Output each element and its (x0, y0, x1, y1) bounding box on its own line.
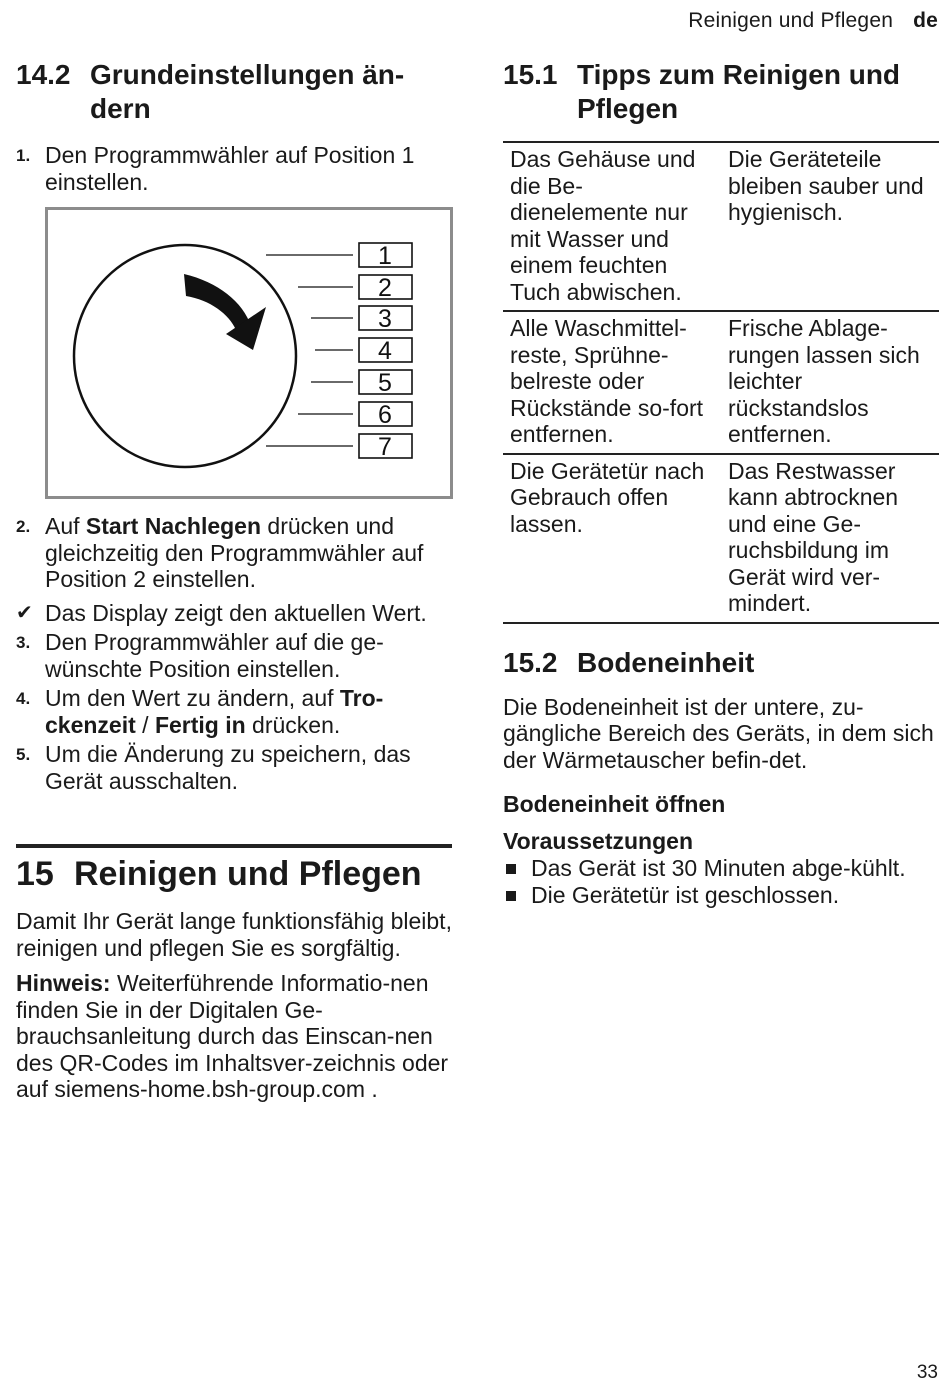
section-14-2-heading (16, 58, 452, 126)
right-column (503, 58, 939, 908)
step-text: Den Programmwähler auf Position 1 einstellen. (45, 142, 415, 195)
section-number: 15.1 (503, 59, 558, 90)
section-title-line2: Pflegen (577, 93, 679, 124)
bullet-square-icon (506, 864, 516, 874)
dial-position-7: 7 (378, 433, 392, 461)
step-marker: 4. (16, 689, 31, 708)
table-row (503, 142, 939, 311)
page-number: 33 (916, 1362, 938, 1383)
checkmark-icon: ✔ (16, 601, 33, 624)
note-text: Weiterführende Informatio-nen finden Sie in der Digitalen Ge-brauchsanleitung durch das Einscan-nen des QR-Codes im Inhaltsver-zeichnis oder auf siemens-home.bsh-group.com . (16, 970, 449, 1102)
section-15-intro: Damit Ihr Gerät lange funktionsfähig bleibt, reinigen und pflegen Sie es sorgfältig. (16, 908, 452, 961)
table-cell-benefit: Die Geräteteile bleiben sauber und hygienisch. (728, 146, 924, 225)
button-name-start-nachlegen: Start Nachlegen (85, 513, 262, 539)
table-cell-benefit: Frische Ablage-rungen lassen sich leichter rückstandslos entfernen. (728, 315, 920, 447)
step-text: Um die Änderung zu speichern, das Gerät ausschalten. (45, 741, 411, 794)
step-5 (16, 741, 452, 794)
step-marker: 1. (16, 146, 31, 165)
list-item: Die Gerätetür ist geschlossen. (503, 882, 939, 909)
prerequisites-list (503, 855, 939, 908)
step-result (16, 600, 452, 627)
section-15-1-heading (503, 58, 939, 126)
section-15-heading (16, 854, 452, 894)
step-3 (16, 629, 452, 682)
header-section: Reinigen und Pflegen (688, 9, 894, 32)
section-divider (16, 844, 452, 848)
step-text-post: drücken und gleichzeitig den Programmwähler auf Position 2 einstellen. (45, 513, 424, 592)
step-text-post: drücken. (245, 711, 341, 738)
table-cell-action: Alle Waschmittel-reste, Sprühne-belreste oder Rückstände so-fort entfernen. (510, 315, 704, 447)
section-title: Reinigen und Pflegen (74, 855, 422, 893)
list-item: Das Gerät ist 30 Minuten abge-kühlt. (503, 855, 939, 882)
note-label: Hinweis: (16, 970, 111, 996)
section-number: 14.2 (16, 59, 71, 90)
steps-list-a (16, 142, 452, 195)
bullet-square-icon (506, 891, 516, 901)
section-15-note (16, 970, 452, 1103)
header-language: de (913, 9, 938, 32)
dial-position-1: 1 (378, 242, 392, 270)
left-column (16, 58, 452, 1103)
table-row (503, 311, 939, 454)
table-row (503, 454, 939, 623)
step-1 (16, 142, 452, 195)
dial-position-2: 2 (378, 274, 392, 302)
table-cell-action: Das Gehäuse und die Be-dienelemente nur mit Wasser und einem feuchten Tuch abwischen. (510, 146, 696, 305)
step-text-pre: Auf (45, 513, 86, 539)
section-15-2-intro: Die Bodeneinheit ist der untere, zu-gängliche Bereich des Geräts, in dem sich der Wärmetauscher befin-det. (503, 693, 934, 773)
program-dial-figure (45, 207, 453, 499)
section-title-line1: Grundeinstellungen än- (90, 59, 405, 90)
page-header (688, 9, 938, 33)
cleaning-tips-table (503, 141, 939, 624)
section-number: 15.2 (503, 646, 558, 678)
dial-position-3: 3 (378, 305, 392, 333)
section-number: 15 (16, 855, 54, 893)
dial-position-5: 5 (378, 369, 392, 397)
step-text: Den Programmwähler auf die ge-wünschte Position einstellen. (45, 629, 384, 682)
button-name-fertig-in: Fertig in (154, 711, 246, 738)
steps-list-b (16, 513, 452, 794)
step-4 (16, 685, 452, 738)
step-2 (16, 513, 452, 593)
step-text-pre: Um den Wert zu ändern, auf (45, 685, 340, 711)
table-cell-action: Die Gerätetür nach Gebrauch offen lassen. (510, 457, 705, 537)
step-marker: 5. (16, 745, 31, 764)
table-cell-benefit: Das Restwasser kann abtrocknen und eine Ge-ruchsbildung im Gerät wird ver-mindert. (728, 457, 899, 616)
button-name-trockenzeit: Tro-ckenzeit (45, 685, 384, 738)
dial-position-4: 4 (378, 337, 392, 365)
dial-position-6: 6 (378, 401, 392, 429)
section-title-line1: Tipps zum Reinigen und (577, 59, 901, 90)
result-text: Das Display zeigt den aktuellen Wert. (45, 599, 427, 626)
program-dial-illustration (48, 210, 450, 496)
section-title: Bodeneinheit (577, 646, 755, 678)
step-marker: 2. (16, 517, 31, 536)
section-title-line2: dern (90, 93, 151, 124)
prerequisites-title: Voraussetzungen (503, 828, 693, 854)
step-text-sep: / (135, 711, 155, 738)
section-15-2-heading (503, 646, 939, 680)
subsection-title: Bodeneinheit öffnen (503, 791, 726, 817)
step-marker: 3. (16, 633, 31, 652)
